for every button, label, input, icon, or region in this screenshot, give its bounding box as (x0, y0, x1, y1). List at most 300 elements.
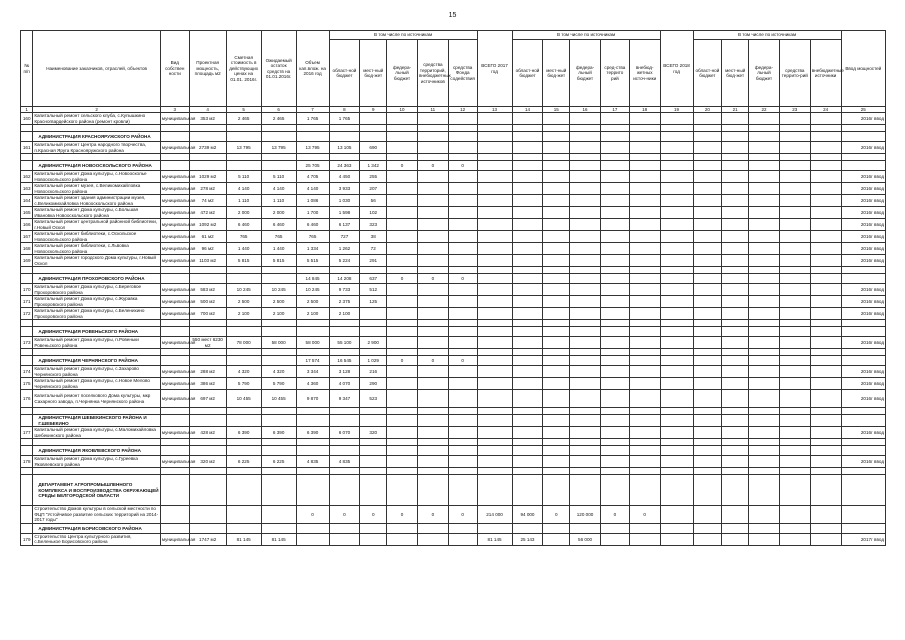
empty-cell (33, 267, 161, 274)
empty-cell (417, 267, 448, 274)
program-value-fed: 0 (387, 506, 418, 524)
expected-balance: 10 245 (261, 284, 296, 296)
empty-cell (810, 468, 841, 475)
empty-cell (693, 320, 722, 327)
capacity: 697 м2 (189, 390, 226, 408)
estimate-cost: 81 145 (226, 533, 261, 545)
value-vol: 58 000 (296, 337, 329, 349)
value-fed (387, 255, 418, 267)
empty-cell (329, 125, 360, 132)
section-value-l18 (722, 475, 749, 506)
empty-cell (841, 475, 885, 506)
section-value-te18 (779, 161, 810, 171)
col-header-territory-2017: сред-ства террито рий (600, 40, 629, 107)
value-reg: 2 100 (329, 308, 360, 320)
value-r18 (693, 171, 722, 183)
value-loc: 255 (360, 171, 387, 183)
empty-cell (387, 439, 418, 446)
value-l17 (543, 183, 570, 195)
section-row (21, 523, 886, 533)
empty-cell (722, 439, 749, 446)
value-f17 (570, 183, 601, 195)
empty-cell (841, 161, 885, 171)
value-l17 (543, 284, 570, 296)
empty-cell (261, 468, 296, 475)
empty-cell (261, 356, 296, 366)
value-l18 (722, 296, 749, 308)
empty-cell (226, 349, 261, 356)
empty-cell (749, 439, 780, 446)
row-number: 174 (21, 366, 33, 378)
value-f18 (749, 231, 780, 243)
value-loc: 291 (360, 255, 387, 267)
empty-cell (841, 446, 885, 456)
capacity: 500 м2 (189, 296, 226, 308)
value-te17 (600, 390, 629, 408)
program-value-f18 (749, 506, 780, 524)
empty-cell (448, 154, 477, 161)
section-value-e18 (810, 161, 841, 171)
empty-cell (226, 274, 261, 284)
commission-year: 2016г ввод (841, 366, 885, 378)
section-value-reg (329, 475, 360, 506)
capacity: 472 м2 (189, 207, 226, 219)
value-vol: 5 515 (296, 255, 329, 267)
value-t18 (660, 456, 693, 468)
row-number: 178 (21, 456, 33, 468)
value-reg: 3 933 (329, 183, 360, 195)
value-ter (417, 284, 448, 296)
value-loc: 102 (360, 207, 387, 219)
empty-cell (477, 349, 512, 356)
value-e18 (810, 243, 841, 255)
value-l18 (722, 284, 749, 296)
column-index-cell: 10 (387, 107, 418, 113)
col-header-volume-2016: Объем кап.влож. на 2016 год (296, 31, 329, 107)
value-fed (387, 427, 418, 439)
empty-cell (512, 267, 543, 274)
empty-cell (448, 349, 477, 356)
ownership-type: муниципальная (160, 427, 189, 439)
value-te17 (600, 207, 629, 219)
empty-cell (360, 408, 387, 415)
value-l18 (722, 533, 749, 545)
section-value-te18 (779, 446, 810, 456)
value-fund (448, 366, 477, 378)
value-f17 (570, 296, 601, 308)
section-value-l17 (543, 356, 570, 366)
empty-cell (448, 408, 477, 415)
section-value-r18 (693, 161, 722, 171)
program-value-te17: 0 (600, 506, 629, 524)
table-row (21, 219, 886, 231)
value-r17 (512, 284, 543, 296)
value-fed (387, 337, 418, 349)
empty-cell (841, 415, 885, 427)
section-value-fund: 0 (448, 161, 477, 171)
value-reg: 55 100 (329, 337, 360, 349)
value-f17 (570, 171, 601, 183)
capacity: 1092 м2 (189, 219, 226, 231)
empty-cell (21, 161, 33, 171)
empty-cell (387, 408, 418, 415)
section-value-loc (360, 446, 387, 456)
value-te18 (779, 284, 810, 296)
commission-year: 2016г ввод (841, 378, 885, 390)
table-row (21, 113, 886, 125)
value-fed (387, 219, 418, 231)
value-fed (387, 195, 418, 207)
empty-cell (360, 468, 387, 475)
value-l17 (543, 219, 570, 231)
value-t17 (477, 390, 512, 408)
empty-cell (33, 468, 161, 475)
value-r18 (693, 390, 722, 408)
spacer-row (21, 468, 886, 475)
value-ter (417, 113, 448, 125)
section-row (21, 327, 886, 337)
section-value-e17 (629, 356, 660, 366)
value-f17 (570, 284, 601, 296)
section-value-loc (360, 523, 387, 533)
col-header-federal-2018: федера-льный бюджет (749, 40, 780, 107)
empty-cell (33, 154, 161, 161)
value-loc: 125 (360, 296, 387, 308)
value-reg: 13 105 (329, 142, 360, 154)
value-te17 (600, 183, 629, 195)
empty-cell (160, 475, 189, 506)
value-f17: 56 000 (570, 533, 601, 545)
value-ter (417, 427, 448, 439)
empty-cell (33, 320, 161, 327)
section-value-t18 (660, 132, 693, 142)
value-r18 (693, 183, 722, 195)
table-row (21, 284, 886, 296)
capacity: 74 м2 (189, 195, 226, 207)
section-value-e17 (629, 523, 660, 533)
value-loc (360, 308, 387, 320)
capacity: 353 м2 (189, 113, 226, 125)
ownership-type: муниципальная (160, 308, 189, 320)
empty-cell (261, 267, 296, 274)
column-index-cell: 14 (512, 107, 543, 113)
value-f18 (749, 142, 780, 154)
column-index-cell: 21 (722, 107, 749, 113)
section-value-r17 (512, 523, 543, 533)
value-e17 (629, 308, 660, 320)
value-f17 (570, 207, 601, 219)
value-reg: 5 224 (329, 255, 360, 267)
value-loc: 38 (360, 231, 387, 243)
value-r18 (693, 533, 722, 545)
empty-cell (360, 349, 387, 356)
row-number: 160 (21, 113, 33, 125)
empty-cell (810, 154, 841, 161)
value-t17 (477, 183, 512, 195)
section-value-l18 (722, 446, 749, 456)
value-t18 (660, 243, 693, 255)
value-vol: 4 835 (296, 456, 329, 468)
section-value-reg (329, 132, 360, 142)
section-value-fund (448, 475, 477, 506)
value-fed (387, 207, 418, 219)
spacer-row (21, 154, 886, 161)
column-index-cell: 20 (693, 107, 722, 113)
value-loc: 207 (360, 183, 387, 195)
value-fed (387, 243, 418, 255)
value-te17 (600, 296, 629, 308)
column-index-cell: 8 (329, 107, 360, 113)
value-l17 (543, 533, 570, 545)
value-vol: 10 245 (296, 284, 329, 296)
estimate-cost: 4 140 (226, 183, 261, 195)
value-vol: 2 500 (296, 296, 329, 308)
value-t17 (477, 219, 512, 231)
value-r17 (512, 142, 543, 154)
section-value-ter (417, 523, 448, 533)
section-row (21, 415, 886, 427)
value-fund (448, 337, 477, 349)
section-value-l18 (722, 161, 749, 171)
value-f17 (570, 219, 601, 231)
value-fund (448, 171, 477, 183)
value-e17 (629, 231, 660, 243)
value-reg: 1 598 (329, 207, 360, 219)
column-index-cell: 25 (841, 107, 885, 113)
value-r18 (693, 255, 722, 267)
empty-cell (417, 349, 448, 356)
section-value-reg (329, 446, 360, 456)
section-row (21, 356, 886, 366)
ownership-type: муниципальная (160, 337, 189, 349)
program-value-loc: 0 (360, 506, 387, 524)
section-value-l17 (543, 415, 570, 427)
empty-cell (21, 439, 33, 446)
table-body (21, 113, 886, 546)
empty-cell (543, 349, 570, 356)
value-reg (329, 533, 360, 545)
value-e17 (629, 195, 660, 207)
value-vol: 4 140 (296, 183, 329, 195)
empty-cell (660, 267, 693, 274)
object-name: Капитальный ремонт центральной районной библиотеки, г.Новый Оскол (33, 219, 161, 231)
empty-cell (779, 468, 810, 475)
col-header-local-2017: мест-ный бюд-жет (543, 40, 570, 107)
expected-balance: 81 145 (261, 533, 296, 545)
value-r17 (512, 219, 543, 231)
section-value-t17 (477, 161, 512, 171)
program-value-f17: 120 000 (570, 506, 601, 524)
section-value-e17 (629, 475, 660, 506)
commission-year: 2016г ввод (841, 243, 885, 255)
value-r17 (512, 296, 543, 308)
section-value-t18 (660, 475, 693, 506)
section-value-vol (296, 132, 329, 142)
empty-cell (21, 349, 33, 356)
empty-cell (261, 161, 296, 171)
value-fed (387, 378, 418, 390)
row-number: 163 (21, 183, 33, 195)
value-e17 (629, 284, 660, 296)
value-fund (448, 390, 477, 408)
value-ter (417, 243, 448, 255)
value-t18 (660, 378, 693, 390)
section-value-t17 (477, 327, 512, 337)
value-r17 (512, 195, 543, 207)
section-value-l17 (543, 161, 570, 171)
section-value-fund (448, 327, 477, 337)
section-value-t18 (660, 446, 693, 456)
empty-cell (226, 356, 261, 366)
estimate-cost: 6 460 (226, 219, 261, 231)
value-te18 (779, 308, 810, 320)
ownership-type: муниципальная (160, 255, 189, 267)
empty-cell (749, 468, 780, 475)
value-vol (296, 533, 329, 545)
empty-cell (779, 320, 810, 327)
section-value-t18 (660, 161, 693, 171)
value-reg: 6 070 (329, 427, 360, 439)
value-te17 (600, 231, 629, 243)
empty-cell (722, 154, 749, 161)
empty-cell (693, 468, 722, 475)
empty-cell (160, 154, 189, 161)
section-value-r17 (512, 356, 543, 366)
value-t18 (660, 390, 693, 408)
section-row (21, 161, 886, 171)
empty-cell (841, 356, 885, 366)
empty-cell (810, 320, 841, 327)
row-number: 171 (21, 296, 33, 308)
value-te18 (779, 113, 810, 125)
commission-year: 2017г ввод (841, 533, 885, 545)
value-te17 (600, 219, 629, 231)
empty-cell (261, 349, 296, 356)
value-l18 (722, 366, 749, 378)
empty-cell (226, 446, 261, 456)
col-header-federal-2017: федера-льный бюджет (570, 40, 601, 107)
section-value-reg: 14 208 (329, 274, 360, 284)
column-index-cell: 12 (448, 107, 477, 113)
value-r18 (693, 243, 722, 255)
empty-cell (417, 125, 448, 132)
empty-cell (226, 154, 261, 161)
row-number: 167 (21, 231, 33, 243)
empty-cell (841, 132, 885, 142)
capacity: 428 м2 (189, 427, 226, 439)
value-r18 (693, 308, 722, 320)
value-loc: 690 (360, 142, 387, 154)
value-fund (448, 219, 477, 231)
section-value-f17 (570, 475, 601, 506)
empty-cell (261, 506, 296, 524)
empty-cell (189, 415, 226, 427)
col-header-regional: област-ной бюджет (329, 40, 360, 107)
empty-cell (189, 274, 226, 284)
value-te18 (779, 427, 810, 439)
value-te18 (779, 456, 810, 468)
section-value-e18 (810, 274, 841, 284)
col-header-estimate: Сметная стоимость в действующих ценах на 01.01. 2016г. (226, 31, 261, 107)
value-loc: 56 (360, 195, 387, 207)
value-f18 (749, 456, 780, 468)
commission-year: 2016г ввод (841, 308, 885, 320)
empty-cell (600, 349, 629, 356)
col-header-name: Наименование заказчиков, отраслей, объектов (33, 31, 161, 107)
empty-cell (570, 439, 601, 446)
value-fund (448, 195, 477, 207)
value-f18 (749, 183, 780, 195)
empty-cell (417, 320, 448, 327)
value-fund (448, 284, 477, 296)
value-ter (417, 337, 448, 349)
section-value-fed (387, 132, 418, 142)
value-r18 (693, 427, 722, 439)
empty-cell (160, 468, 189, 475)
value-fed (387, 231, 418, 243)
empty-cell (660, 349, 693, 356)
expected-balance: 765 (261, 231, 296, 243)
row-number: 169 (21, 255, 33, 267)
program-value-e18 (810, 506, 841, 524)
empty-cell (296, 125, 329, 132)
value-t17 (477, 142, 512, 154)
value-fed (387, 533, 418, 545)
value-r18 (693, 231, 722, 243)
empty-cell (360, 125, 387, 132)
col-header-regional-2018: област-ной бюджет (693, 40, 722, 107)
value-e18 (810, 183, 841, 195)
empty-cell (261, 439, 296, 446)
value-fund (448, 255, 477, 267)
value-l18 (722, 113, 749, 125)
value-vol: 765 (296, 231, 329, 243)
value-e17 (629, 533, 660, 545)
expected-balance: 2 465 (261, 113, 296, 125)
value-loc: 512 (360, 284, 387, 296)
section-value-te18 (779, 415, 810, 427)
section-value-vol: 25 705 (296, 161, 329, 171)
value-l18 (722, 427, 749, 439)
row-number: 172 (21, 308, 33, 320)
section-value-f17 (570, 161, 601, 171)
estimate-cost: 1 440 (226, 243, 261, 255)
empty-cell (296, 408, 329, 415)
empty-cell (749, 349, 780, 356)
value-f18 (749, 533, 780, 545)
ownership-type: муниципальная (160, 219, 189, 231)
section-value-f17 (570, 274, 601, 284)
empty-cell (189, 327, 226, 337)
empty-cell (693, 125, 722, 132)
value-fund (448, 113, 477, 125)
empty-cell (841, 274, 885, 284)
value-e18 (810, 231, 841, 243)
empty-cell (543, 468, 570, 475)
value-fund (448, 231, 477, 243)
empty-cell (660, 468, 693, 475)
section-value-fed: 0 (387, 274, 418, 284)
section-value-fed (387, 327, 418, 337)
section-value-ter (417, 132, 448, 142)
value-t18 (660, 255, 693, 267)
estimate-cost: 6 225 (226, 456, 261, 468)
empty-cell (477, 125, 512, 132)
value-te17 (600, 337, 629, 349)
value-r18 (693, 378, 722, 390)
value-fund (448, 427, 477, 439)
program-value-l17: 0 (543, 506, 570, 524)
